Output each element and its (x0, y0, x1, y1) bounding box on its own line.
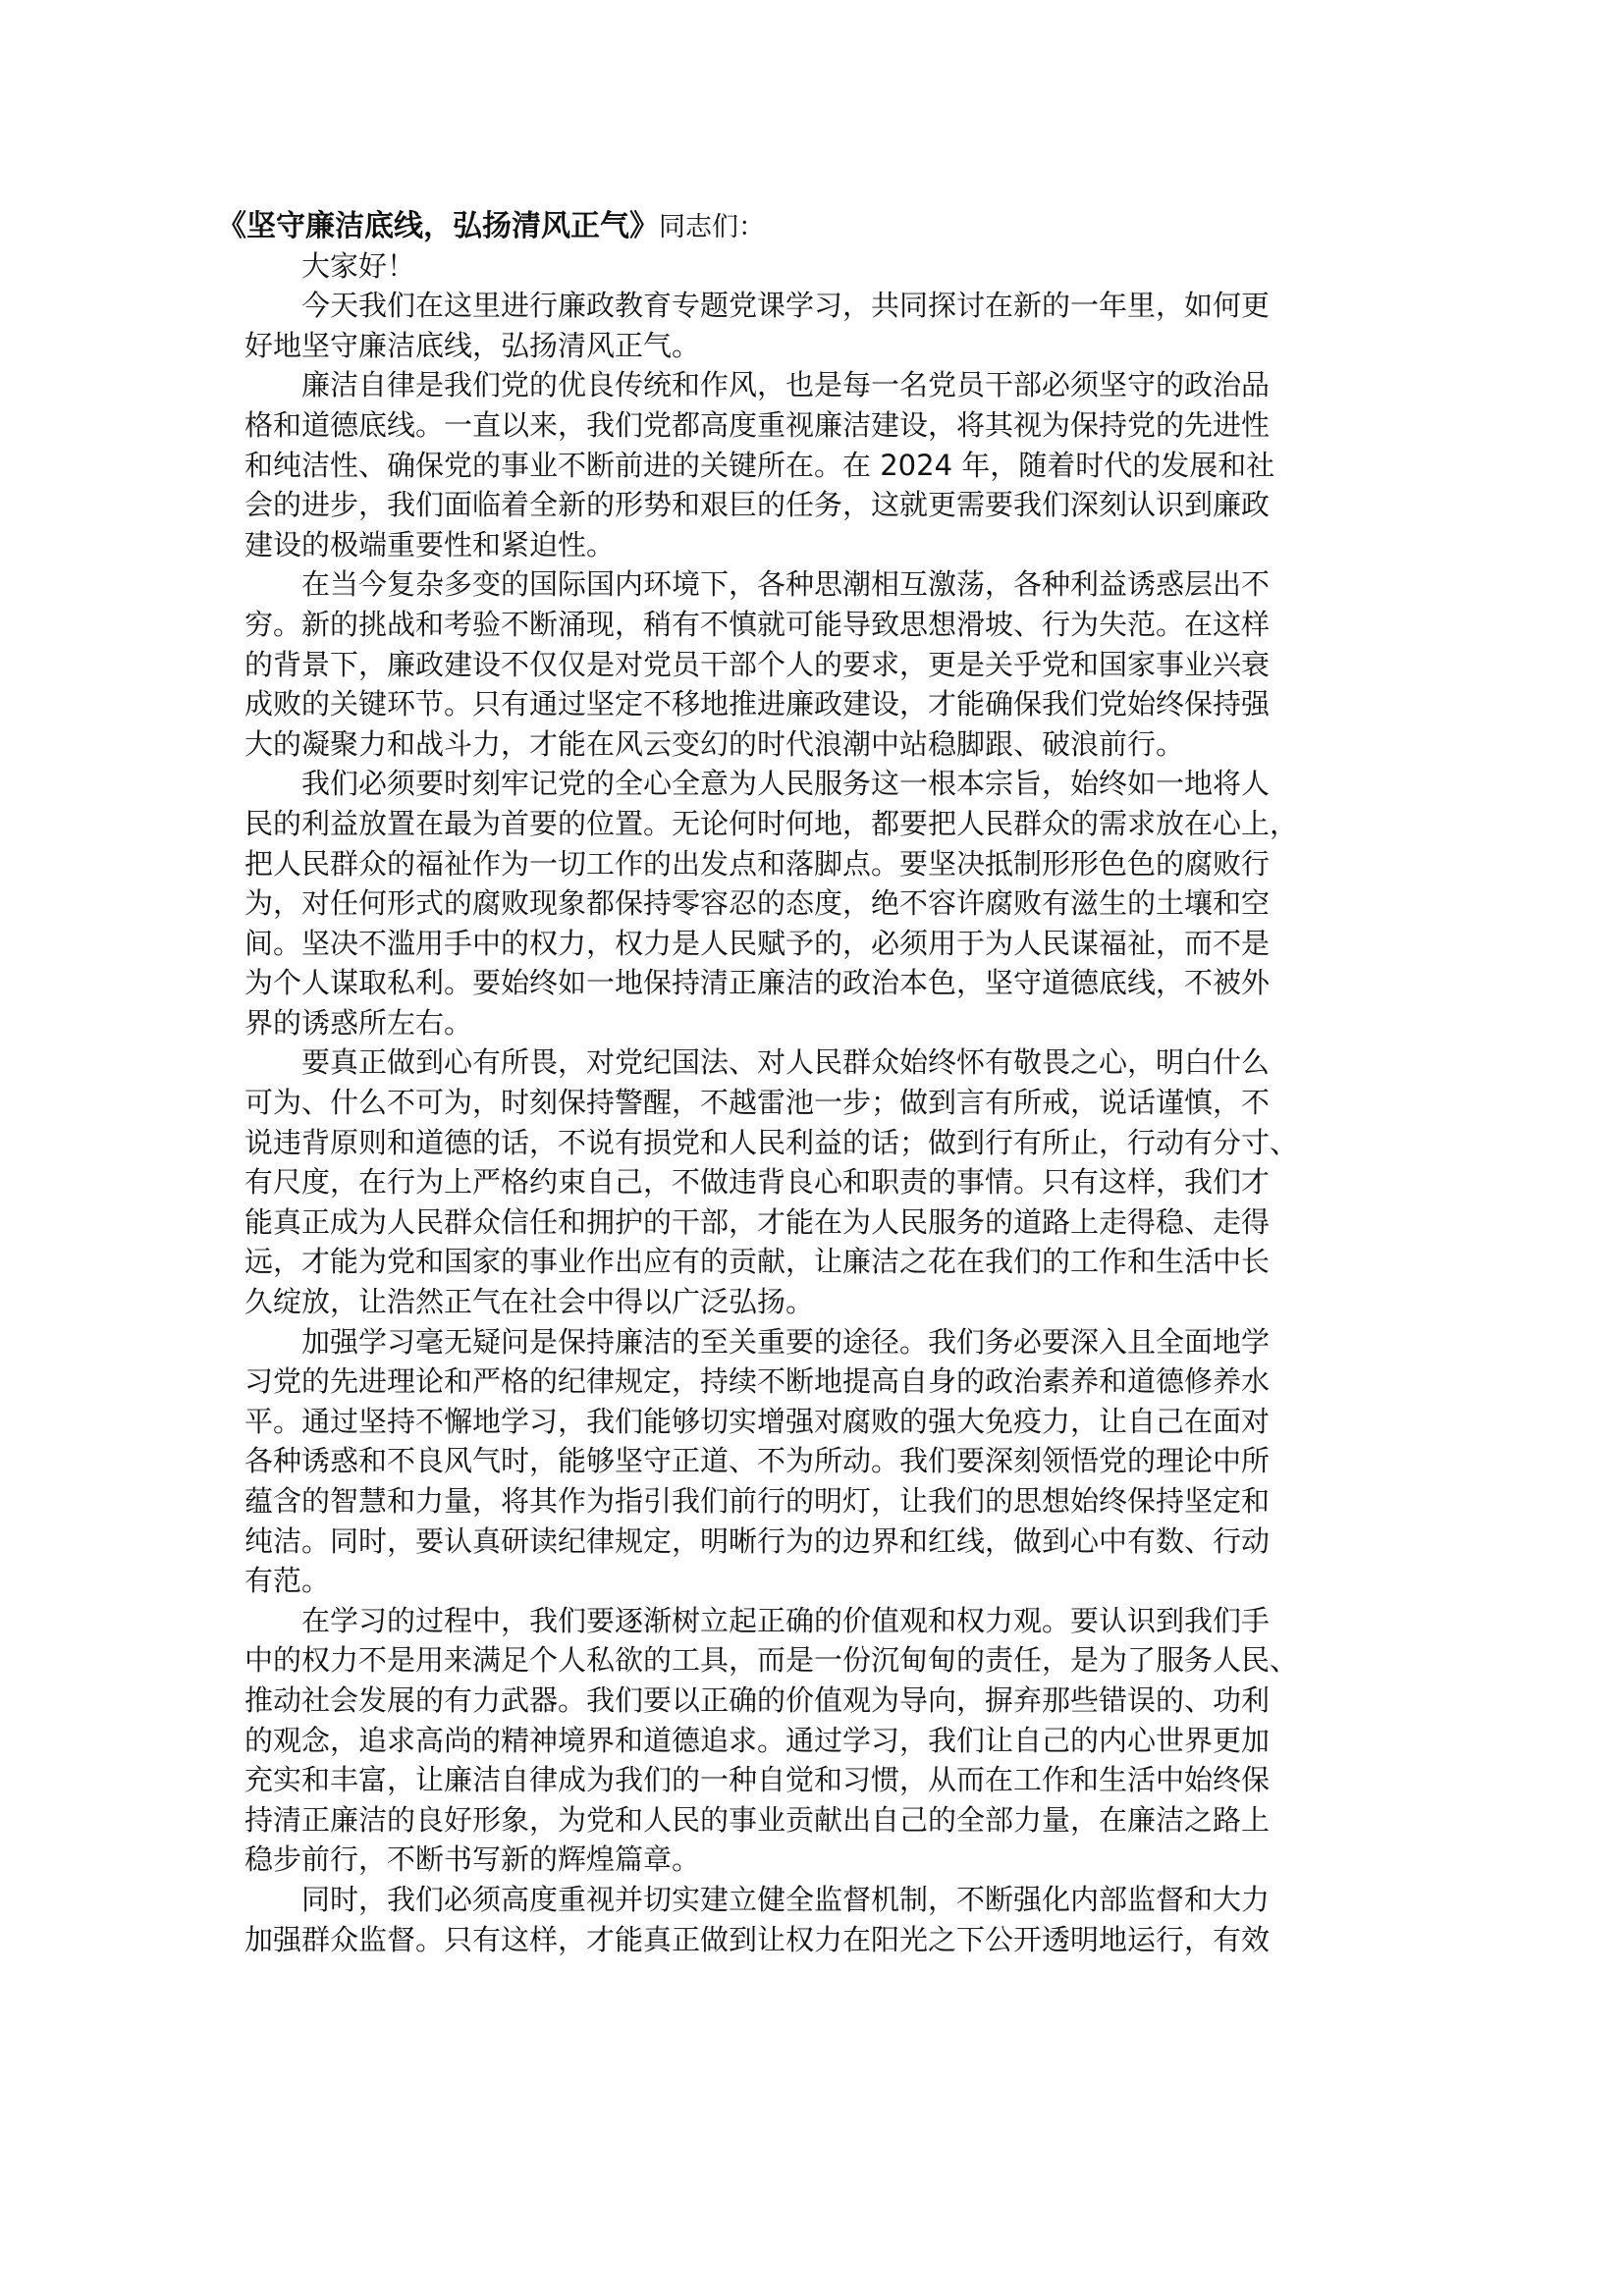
paragraph-line: 格和道德底线。一直以来，我们党都高度重视廉洁建设，将其视为保持党的先进性 (244, 407, 1271, 442)
salutation: 同志们： (659, 212, 765, 242)
paragraph-line: 蕴含的智慧和力量，将其作为指引我们前行的明灯，让我们的思想始终保持坚定和 (244, 1484, 1271, 1518)
paragraph-line: 习党的先进理论和严格的纪律规定，持续不断地提高自身的政治素养和道德修养水 (244, 1364, 1271, 1399)
paragraph-line: 加强学习毫无疑问是保持廉洁的至关重要的途径。我们务必要深入且全面地学 (301, 1324, 1271, 1359)
paragraph-line: 要真正做到心有所畏，对党纪国法、对人民群众始终怀有敬畏之心，明白什么 (301, 1045, 1271, 1080)
paragraph (244, 1601, 1383, 1880)
paragraph-line: 为个人谋取私利。要始终如一地保持清正廉洁的政治本色，坚守道德底线，不被外 (244, 966, 1271, 1000)
paragraph-line: 建设的极端重要性和紧迫性。 (244, 527, 616, 561)
paragraph-line: 好地坚守廉洁底线，弘扬清风正气。 (244, 328, 701, 362)
title-line (217, 206, 1383, 246)
paragraph-line: 说违背原则和道德的话，不说有损党和人民利益的话；做到行有所止，行动有分寸、 (244, 1125, 1299, 1159)
paragraph-line: 平。通过坚持不懈地学习，我们能够切实增强对腐败的强大免疫力，让自己在面对 (244, 1404, 1271, 1438)
paragraph-line: 廉洁自律是我们党的优良传统和作风，也是每一名党员干部必须坚守的政治品 (301, 368, 1271, 402)
paragraph (244, 564, 1383, 764)
paragraph-line: 为，对任何形式的腐败现象都保持零容忍的态度，绝不容许腐败有滋生的土壤和空 (244, 886, 1271, 921)
paragraph-line: 推动社会发展的有力武器。我们要以正确的价值观为导向，摒弃那些错误的、功利 (244, 1682, 1271, 1717)
paragraph-line: 在当今复杂多变的国际国内环境下，各种思潮相互激荡，各种利益诱惑层出不 (301, 567, 1271, 602)
paragraph-line: 民的利益放置在最为首要的位置。无论何时何地，都要把人民群众的需求放在心上， (244, 806, 1299, 840)
paragraph-line: 的背景下，廉政建设不仅仅是对党员干部个人的要求，更是关乎党和国家事业兴衰 (244, 647, 1271, 681)
paragraph-line: 各种诱惑和不良风气时，能够坚守正道、不为所动。我们要深刻领悟党的理论中所 (244, 1444, 1271, 1478)
paragraph-line: 纯洁。同时，要认真研读纪律规定，明晰行为的边界和红线，做到心中有数、行动 (244, 1523, 1271, 1558)
document-title: 《坚守廉洁底线，弘扬清风正气》 (217, 209, 659, 243)
paragraph-line: 久绽放，让浩然正气在社会中得以广泛弘扬。 (244, 1285, 815, 1319)
paragraph-line: 会的进步，我们面临着全新的形势和艰巨的任务，这就更需要我们深刻认识到廉政 (244, 488, 1271, 522)
paragraph-line: 穷。新的挑战和考验不断涌现，稍有不慎就可能导致思想滑坡、行为失范。在这样 (244, 607, 1271, 641)
paragraph-line: 我们必须要时刻牢记党的全心全意为人民服务这一根本宗旨，始终如一地将人 (301, 767, 1271, 801)
paragraph (244, 1042, 1383, 1321)
paragraph-line: 充实和丰富，让廉洁自律成为我们的一种自觉和习惯，从而在工作和生活中始终保 (244, 1763, 1271, 1797)
paragraph-line: 大的凝聚力和战斗力，才能在风云变幻的时代浪潮中站稳脚跟、破浪前行。 (244, 726, 1185, 761)
paragraph-line: 稳步前行，不断书写新的辉煌篇章。 (244, 1842, 701, 1877)
paragraphs (244, 286, 1383, 1959)
paragraph-line: 今天我们在这里进行廉政教育专题党课学习，共同探讨在新的一年里，如何更 (301, 289, 1271, 323)
paragraph-line: 有尺度，在行为上严格约束自己，不做违背良心和职责的事情。只有这样，我们才 (244, 1165, 1271, 1200)
paragraph-line: 成败的关键环节。只有通过坚定不移地推进廉政建设，才能确保我们党始终保持强 (244, 687, 1271, 721)
paragraph-line: 可为、什么不可为，时刻保持警醒，不越雷池一步；做到言有所戒，说话谨慎，不 (244, 1086, 1271, 1120)
paragraph-line: 有范。 (244, 1564, 331, 1598)
paragraph-line: 远，才能为党和国家的事业作出应有的贡献，让廉洁之花在我们的工作和生活中长 (244, 1245, 1271, 1279)
paragraph-line: 界的诱惑所左右。 (244, 1005, 473, 1040)
paragraph-line: 持清正廉洁的良好形象，为党和人民的事业贡献出自己的全部力量，在廉洁之路上 (244, 1802, 1271, 1837)
paragraph (244, 1880, 1383, 1959)
paragraph-line: 把人民群众的福祉作为一切工作的出发点和落脚点。要坚决抵制形形色色的腐败行 (244, 846, 1271, 881)
paragraph-line: 同时，我们必须高度重视并切实建立健全监督机制，不断强化内部监督和大力 (301, 1882, 1271, 1916)
paragraph (244, 365, 1383, 564)
greeting: 大家好！ (301, 248, 416, 283)
paragraph (244, 764, 1383, 1042)
paragraph-line: 加强群众监督。只有这样，才能真正做到让权力在阳光之下公开透明地运行，有效 (244, 1922, 1271, 1956)
paragraph-line: 中的权力不是用来满足个人私欲的工具，而是一份沉甸甸的责任，是为了服务人民、 (244, 1643, 1299, 1678)
paragraph-line: 间。坚决不滥用手中的权力，权力是人民赋予的，必须用于为人民谋福祉，而不是 (244, 926, 1271, 960)
paragraph (244, 286, 1383, 365)
paragraph-line: 和纯洁性、确保党的事业不断前进的关键所在。在 2024 年，随着时代的发展和社 (244, 448, 1275, 482)
paragraph-line: 的观念，追求高尚的精神境界和道德追求。通过学习，我们让自己的内心世界更加 (244, 1723, 1271, 1757)
paragraph (244, 1322, 1383, 1601)
paragraph-line: 在学习的过程中，我们要逐渐树立起正确的价值观和权力观。要认识到我们手 (301, 1603, 1271, 1637)
paragraph-line: 能真正成为人民群众信任和拥护的干部，才能在为人民服务的道路上走得稳、走得 (244, 1204, 1271, 1239)
document-body (217, 206, 1383, 1959)
